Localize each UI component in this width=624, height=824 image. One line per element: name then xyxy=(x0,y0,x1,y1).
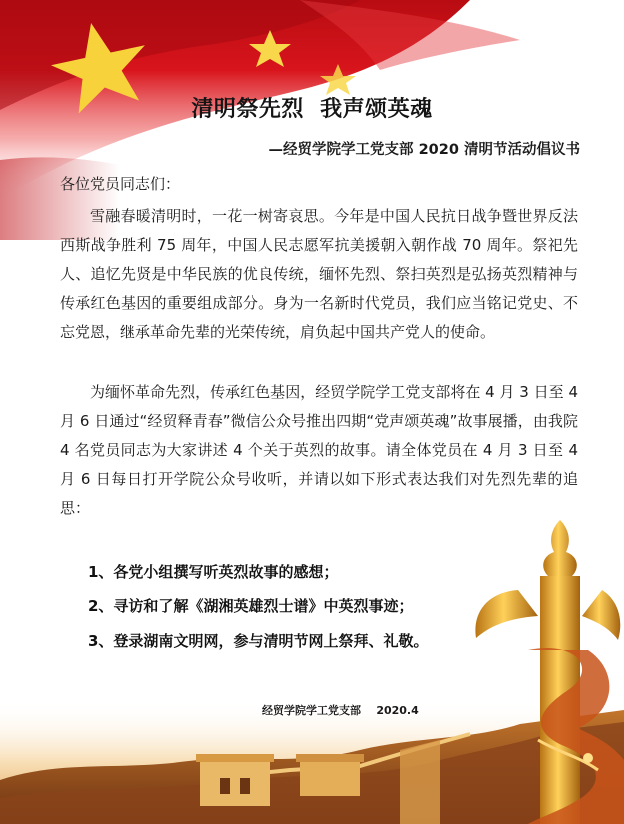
list-item: 3、登录湖南文明网，参与清明节网上祭拜、礼敬。 xyxy=(88,632,429,650)
signature: 经贸学院学工党支部 2020.4 xyxy=(262,704,419,717)
list-item: 1、各党小组撰写听英烈故事的感想； xyxy=(88,563,339,581)
document-title: 清明祭先烈 我声颂英魂 xyxy=(191,97,433,122)
paragraph: 为缅怀革命先烈，传承红色基因，经贸学院学工党支部将在 4 月 3 日至 4 月 6 日通过“经贸释青春”微信公众号推出四期“党声颂英魂”故事展播，由我院 4 名党员同志为大家讲述 4 个关于英烈的故事。请全体党员在 4 月 3 日至 4 月 6 日每日打开学院公众号收听，并请以如下形式表达我们对先烈先辈的追思： xyxy=(60,383,578,517)
document-subtitle: —经贸学院学工党支部 2020 清明节活动倡议书 xyxy=(268,142,580,158)
greeting: 各位党员同志们： xyxy=(60,175,181,193)
dragon-pillar-icon xyxy=(468,520,624,824)
paragraph: 雪融春暖清明时，一花一树寄哀思。今年是中国人民抗日战争暨世界反法西斯战争胜利 75 周年，中国人民志愿军抗美援朝入朝作战 70 周年。祭祀先人、追忆先贤是中华民族的优良传统，缅怀先烈、祭扫英烈是弘扬英烈精神与传承红色基因的重要组成部分。身为一名新时代党员，我们应当铭记党史、不忘党恩，继承革命先辈的光荣传统，肩负起中国共产党人的使命。 xyxy=(60,207,578,341)
list-item: 2、寻访和了解《湖湘英雄烈士谱》中英烈事迹； xyxy=(88,597,414,615)
